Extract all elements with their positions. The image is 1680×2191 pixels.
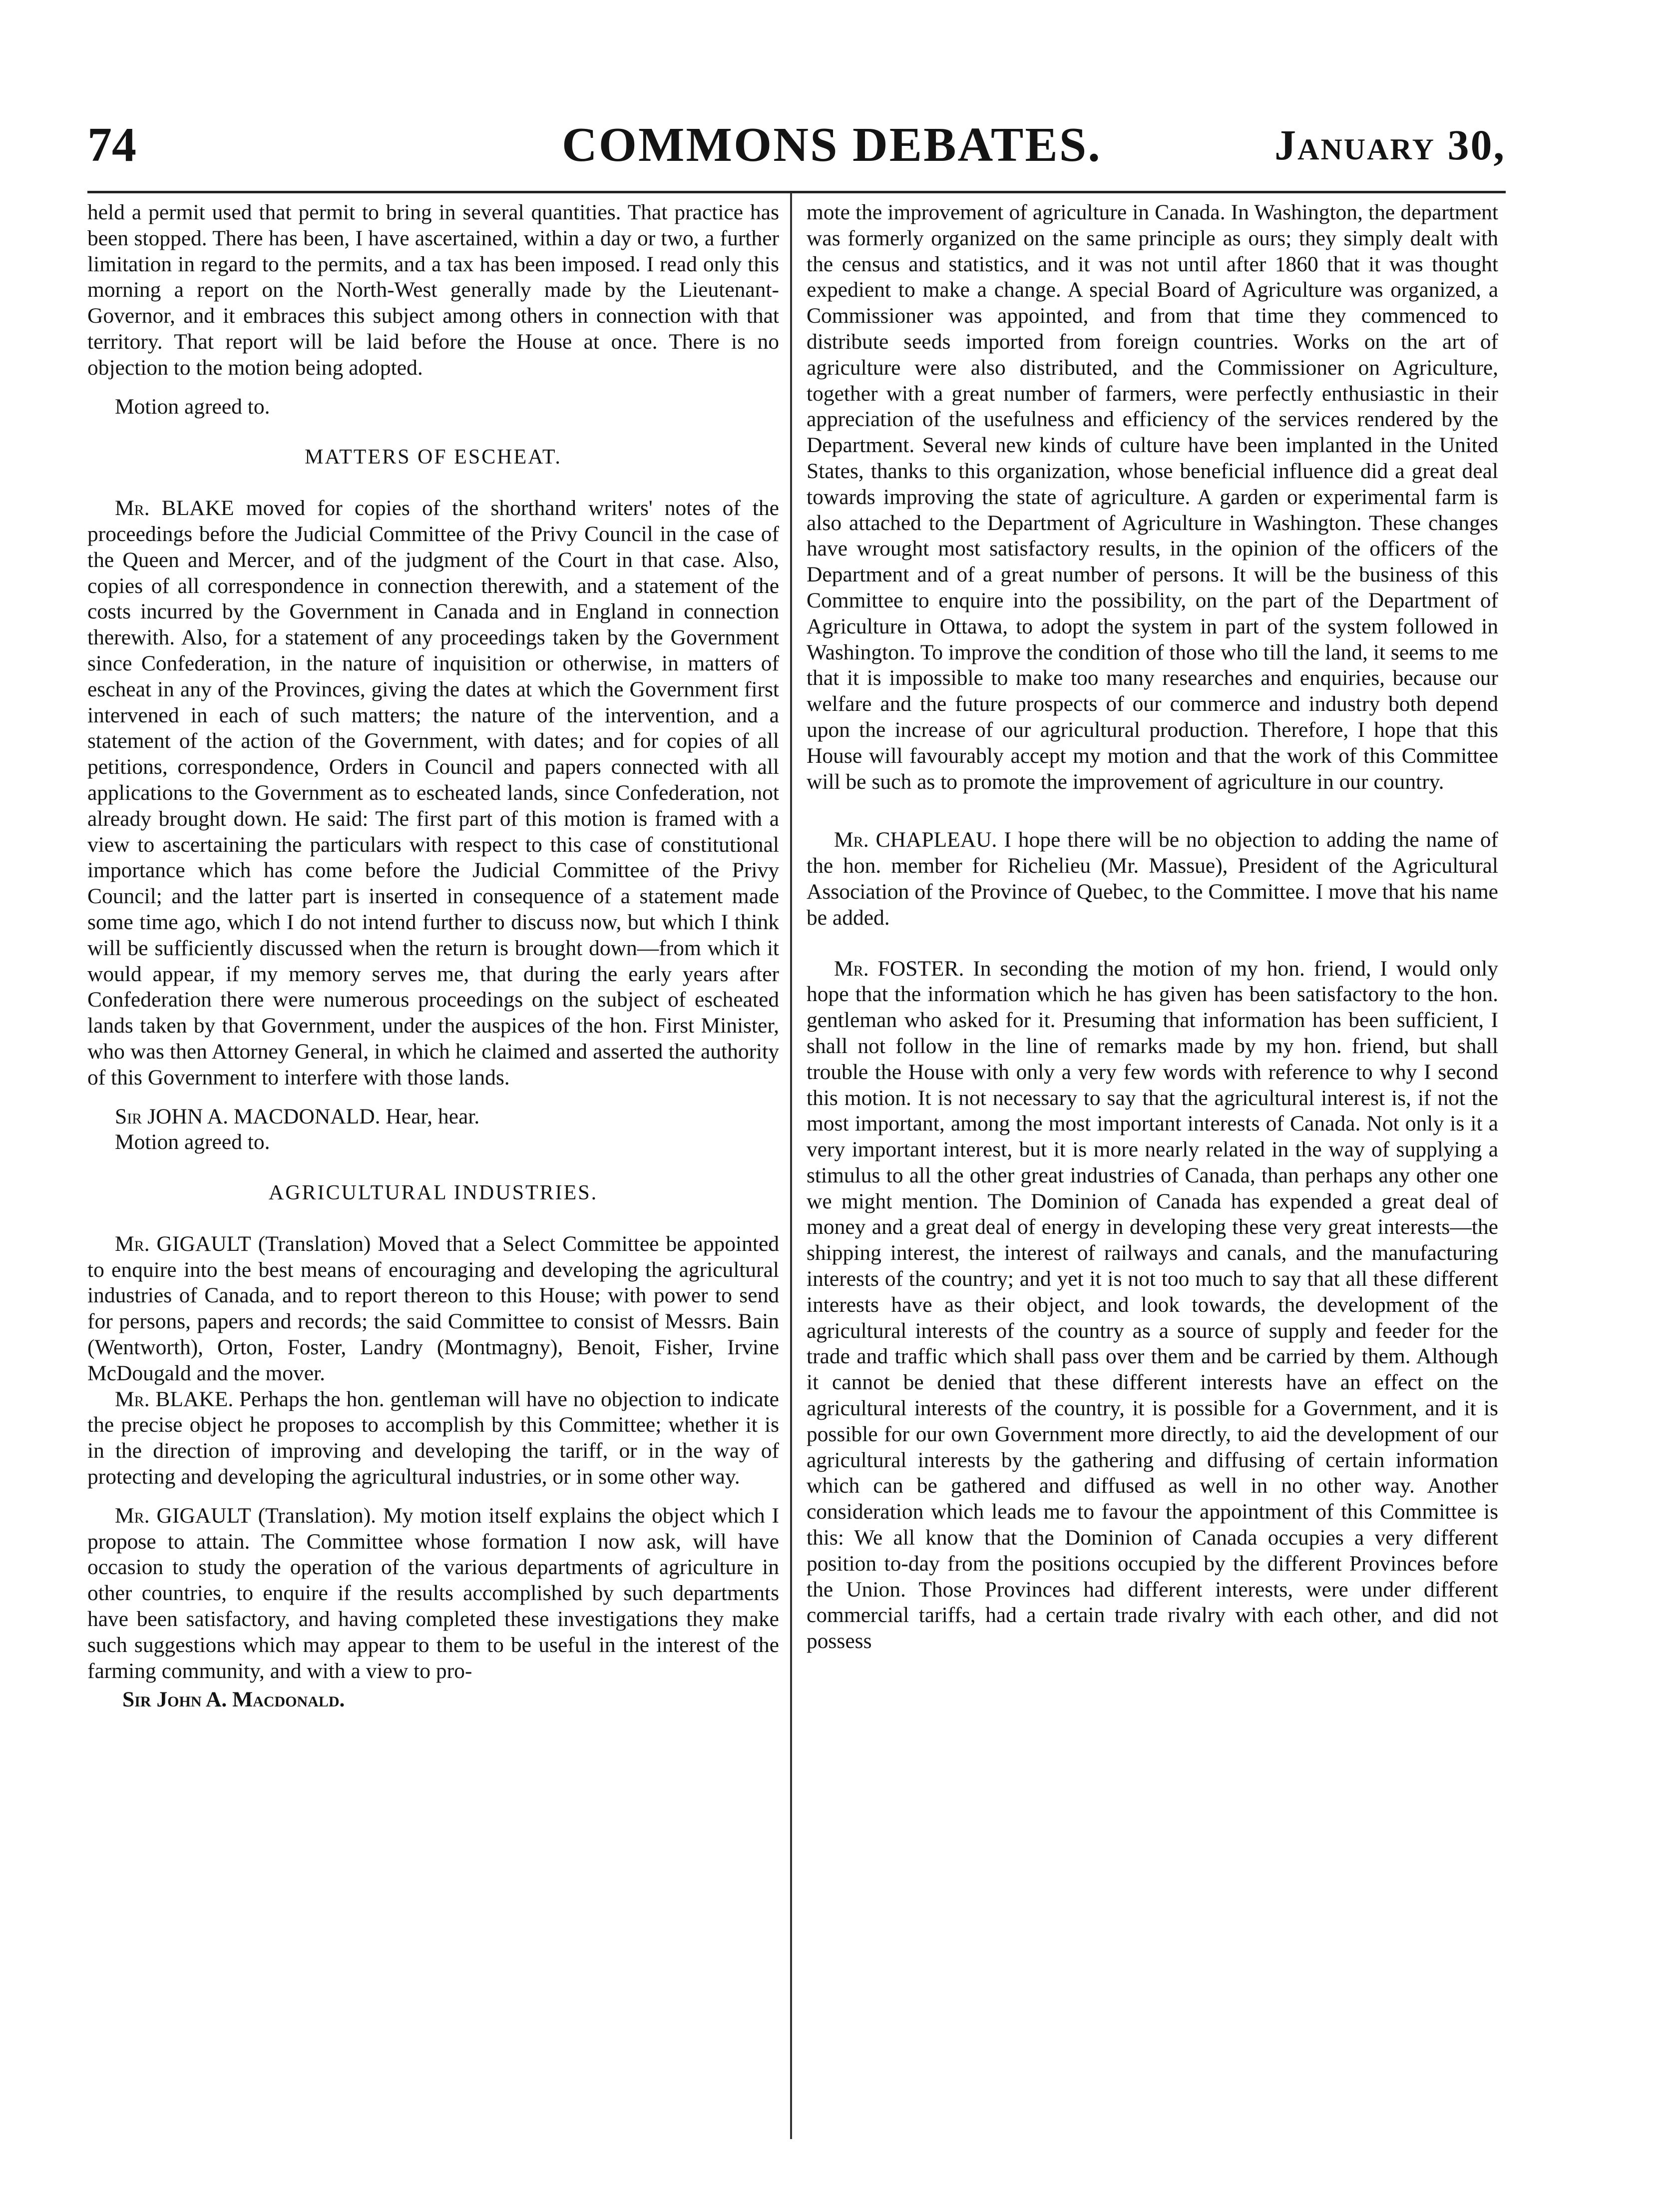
speech-text: (Translation). My motion itself explains the object which I propose to attain. The Committee whose formation I now ask, will have occasion to study the operation of the various departments of agriculture in other countries, to enquire if the results accomplished by such departments have been satisfactory, and having completed these investigations they make such suggestions which may appear to them to be useful in the interest of the farming community, and with a view to pro-	[87, 1503, 779, 1683]
speaker-name: Sir JOHN A. MACDONALD.	[115, 1104, 381, 1128]
speech-text: (Translation) Moved that a Select Committee be appointed to enquire into the best means of encouraging and developing the agricultural industries of Canada, and to report thereon to this House; with power to send for persons, papers and records; the said Committee to consist of Messrs. Bain (Wentworth), Orton, Foster, Landry (Montmagny), Benoit, Fisher, Irvine McDougald and the mover.	[87, 1231, 779, 1385]
paragraph-blake-motion	[87, 496, 779, 1091]
speaker-name: Mr. BLAKE	[115, 496, 234, 521]
section-heading-agricultural: AGRICULTURAL INDUSTRIES.	[268, 1181, 598, 1205]
paragraph-macdonald	[87, 1104, 779, 1130]
page-number: 74	[87, 118, 136, 172]
paragraph-blake-question	[87, 1387, 779, 1490]
left-column	[87, 200, 779, 2143]
paragraph-chapleau	[807, 827, 1498, 931]
paragraph-continuation: mote the improvement of agriculture in Canada. In Washington, the department was formerly organized on the same principle as ours; they simply dealt with the census and statistics, and it was not until after 1860 that it was thought expedient to make a change. A special Board of Agriculture was organized, a Commissioner was appointed, and from that time they commenced to distribute seeds imported from foreign countries. Works on the art of agriculture were also distributed, and the Commissioner on Agriculture, together with a great number of farmers, were perfectly enthusiastic in their appreciation of the usefulness and efficiency of the services rendered by the Department. Several new kinds of culture have been implanted in the United States, thanks to this organization, whose beneficial influence did a great deal towards improving the state of agriculture. A garden or experimental farm is also attached to the Department of Agriculture in Washington. These changes have wrought most satisfactory results, in the opinion of the officers of the Department and of a great number of persons. It will be the business of this Committee to enquire into the possibility, on the part of the Department of Agriculture in Ottawa, to adopt the system in part of the system followed in Washington. To improve the condition of those who till the land, it seems to me that it is impossible to make too many researches and enquiries, because our welfare and the future prospects of our commerce and industry both depend upon the increase of our agricultural production. Therefore, I hope that this House will favourably accept my motion and that the work of this Committee will be such as to promote the improvement of agriculture in our country.	[807, 200, 1498, 794]
speech-text: I hope there will be no objection to adding the name of the hon. member for Richelieu (Mr. Massue), President of the Agricultural Association of the Province of Quebec, to the Committee. I move that his name be added.	[807, 828, 1498, 930]
paragraph-motion-agreed: Motion agreed to.	[115, 1130, 270, 1154]
speaker-name: Mr. BLAKE.	[115, 1387, 234, 1411]
catchword-footer: Sir John A. Macdonald.	[122, 1687, 345, 1712]
speaker-name: Mr. CHAPLEAU.	[834, 828, 997, 852]
paragraph-gigault-reply	[87, 1503, 779, 1684]
paragraph-gigault-motion	[87, 1231, 779, 1387]
speaker-name: Mr. GIGAULT	[115, 1503, 251, 1528]
page-date: January 30,	[1274, 121, 1506, 169]
section-heading-escheat: MATTERS OF ESCHEAT.	[305, 446, 562, 469]
paragraph-continuation: held a permit used that permit to bring in several quantities. That practice has been stopped. There has been, I have ascertained, within a day or two, a further limitation in regard to the permits, and a tax has been imposed. I read only this morning a report on the North-West generally made by the Lieutenant-Governor, and it embraces this subject among others in connection with that territory. That report will be laid before the House at once. There is no objection to the motion being adopted.	[87, 200, 779, 380]
speech-text: Hear, hear.	[380, 1104, 480, 1128]
page-header	[87, 107, 1506, 182]
speech-text: moved for copies of the shorthand writers' notes of the proceedings before the Judicial Committee of the Privy Council in the case of the Queen and Mercer, and of the judgment of the Court in that case. Also, copies of all correspondence in connection therewith, and a statement of the costs incurred by the Government in Canada and in England in connection therewith. Also, for a statement of any proceedings taken by the Government since Confederation, in the nature of inquisition or otherwise, in matters of escheat in any of the Provinces, giving the dates at which the Government first intervened in each of such matters; the nature of the intervention, and a statement of the action of the Government, with dates; and for copies of all petitions, correspondence, Orders in Council and papers connected with all applications to the Government as to escheated lands, since Confederation, not already brought down. He said: The first part of this motion is framed with a view to ascertaining the particulars with respect to this case of constitutional importance which has come before the Judicial Committee of the Privy Council; and the latter part is inserted in consequence of a statement made some time ago, which I do not intend further to discuss now, but which I think will be sufficiently discussed when the return is brought down—from which it would appear, if my memory serves me, that during the early years after Confederation there were numerous proceedings on the subject of escheated lands taken by that Government, under the auspices of the hon. First Minister, who was then Attorney General, in which he claimed and asserted the authority of this Government to interfere with those lands.	[87, 496, 779, 1090]
speech-text: In seconding the motion of my hon. friend, I would only hope that the information which he has given has been satisfactory to the hon. gentleman who asked for it. Presuming that information has been sufficient, I shall not follow in the line of remarks made by my hon. friend, but shall trouble the House with only a very few words with reference to why I second this motion. It is not necessary to say that the agricultural interest is, if not the most important, among the most important interests of Canada. Not only is it a very important interest, but it is more nearly related in the way of supplying a stimulus to all the other great industries of Canada, than perhaps any other one we might mention. The Dominion of Canada has expended a great deal of money and a great deal of energy in developing these very great interests—the shipping interest, the interest of railways and canals, and the manufacturing interests of the country; and yet it is not too much to say that all these different interests have as their object, and look towards, the development of the agricultural interests of the country as a source of supply and feeder for the trade and traffic which shall pass over them and be carried by them. Although it cannot be denied that these different interests have an effect on the agricultural interests of the country, it is possible for a Government, and it is possible for our own Government more directly, to aid the development of our agricultural interests by the gathering and diffusing of certain information which can be gathered and diffused as well in no other way. Another consideration which leads me to favour the appointment of this Committee is this: We all know that the Dominion of Canada occupies a very different position to-day from the positions occupied by the different Provinces before the Union. Those Provinces had different interests, were under different commercial tariffs, had a certain trade rivalry with each other, and did not possess	[807, 956, 1498, 1653]
header-rule	[87, 191, 1506, 193]
paragraph-motion-agreed: Motion agreed to.	[115, 394, 270, 419]
speech-text: Perhaps the hon. gentleman will have no objection to indicate the precise object he proposes to accomplish by this Committee; whether it is in the direction of improving and developing the tariff, or in the way of protecting and developing the agricultural industries, or in some other way.	[87, 1387, 779, 1489]
paragraph-foster	[807, 956, 1498, 1655]
right-column	[807, 200, 1498, 2143]
speaker-name: Mr. FOSTER.	[834, 956, 964, 981]
publication-title: COMMONS DEBATES.	[562, 118, 1102, 172]
speaker-name: Mr. GIGAULT	[115, 1231, 251, 1256]
column-divider	[790, 193, 792, 2139]
